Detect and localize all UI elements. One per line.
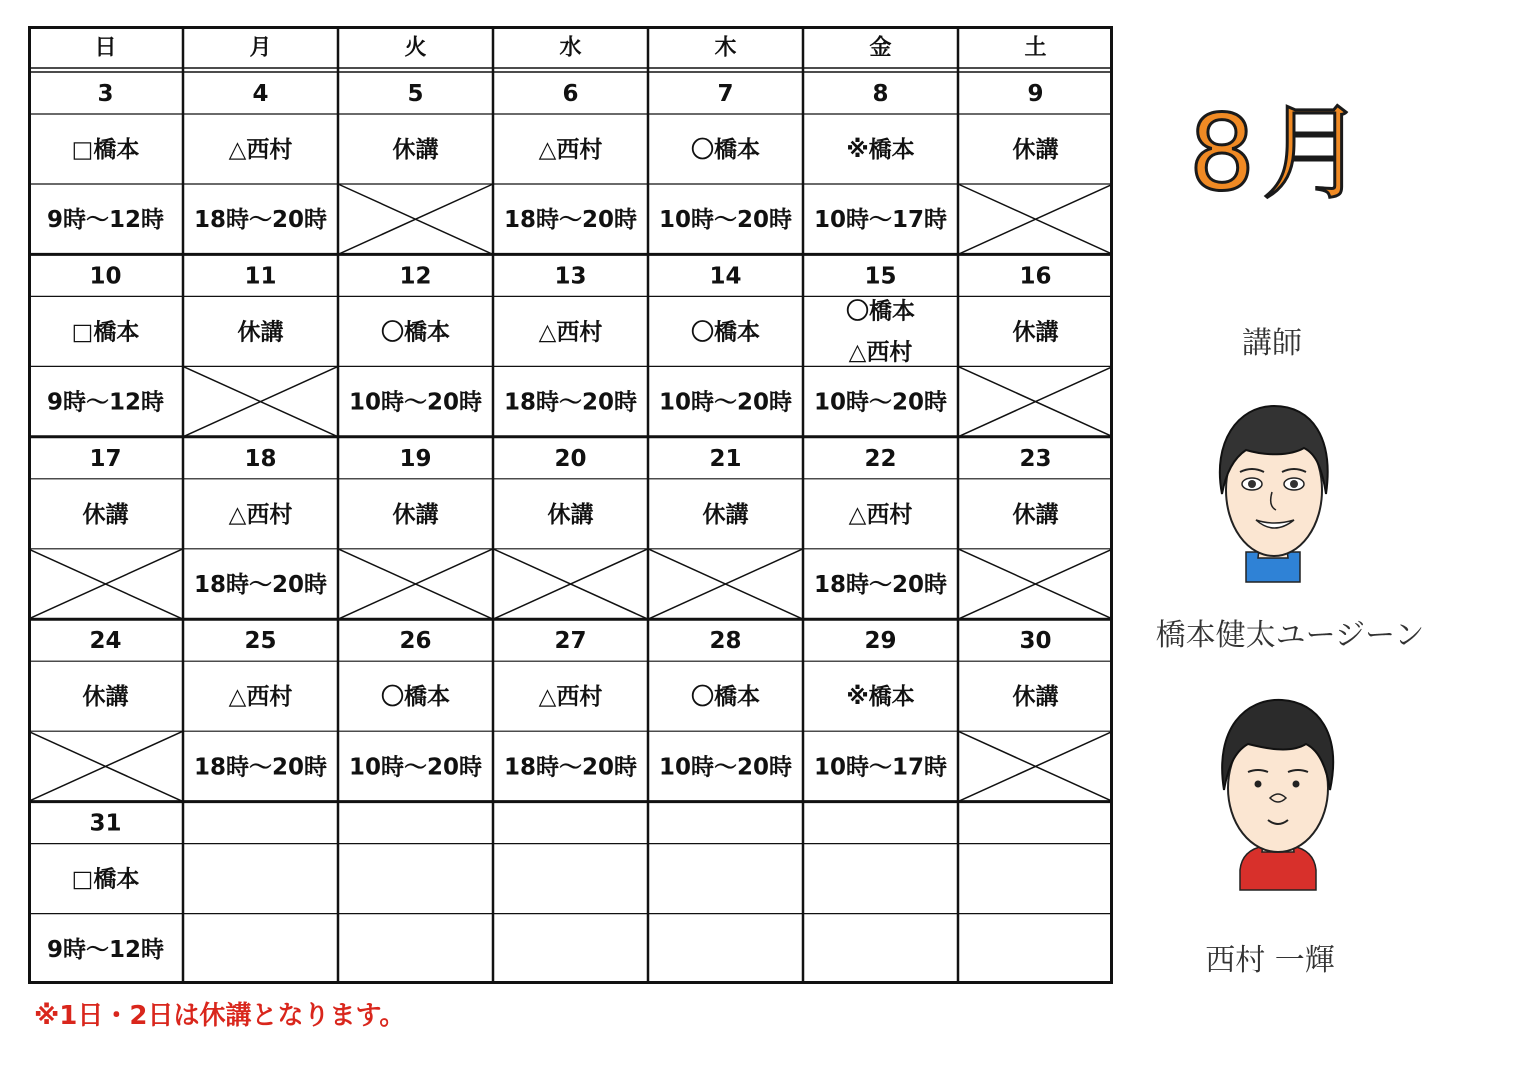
time-slot: 9時～12時 [46,389,165,416]
instructors-label: 講師 [1242,326,1302,361]
day-number: 28 [709,628,742,655]
instructor-name-nishimura: 西村 一輝 [1205,943,1335,978]
time-slot: 18時～20時 [813,572,948,598]
day-number: 17 [89,445,122,472]
calendar-day-cell [349,628,482,780]
instructor-avatar-nishimura [1212,694,1342,892]
time-slot: 18時～20時 [193,207,328,234]
time-slot: 10時～20時 [348,754,483,781]
day-number: 29 [864,628,897,655]
instructor-entry: □橋本 [71,319,140,346]
day-number: 15 [864,263,897,290]
calendar-day-cell [504,81,637,233]
closed-cross-mark [648,549,803,619]
instructor-entry: 休講 [1012,501,1059,528]
weekday-header: 火 [404,35,427,61]
calendar-day-cell [493,446,648,619]
instructor-entry: △西村 [848,339,913,366]
instructor-entry: 休講 [237,319,284,346]
instructor-entry: 休講 [1012,319,1059,346]
instructor-entry: 休講 [547,501,594,528]
day-number: 14 [709,263,742,290]
closed-cross-mark [958,549,1113,619]
time-slot: 10時～20時 [658,754,793,781]
calendar-day-cell [814,81,947,233]
calendar-day-cell [659,81,792,233]
weekday-header: 水 [559,35,582,61]
day-number: 24 [89,628,122,655]
day-number: 20 [554,445,587,472]
instructor-entry: △西村 [228,684,293,711]
weekday-header: 金 [869,35,892,61]
time-slot: 10時～17時 [813,207,948,234]
calendar-day-cell [958,263,1113,436]
day-number: 21 [709,445,742,472]
instructor-entry: △西村 [228,137,293,163]
closed-cross-mark [183,366,338,436]
calendar-day-cell [338,446,493,619]
instructor-entry: 〇橋本 [691,137,760,163]
closed-cross-mark [338,549,493,619]
instructor-avatar-hashimoto [1208,402,1338,584]
calendar-day-cell [47,263,164,415]
calendar-day-cell [47,811,164,963]
day-number: 22 [864,445,897,472]
instructor-entry: 休講 [392,501,439,528]
time-slot: 18時～20時 [193,754,328,781]
day-number: 23 [1019,445,1052,472]
calendar-day-cell [194,446,327,598]
month-title: 8月 [1188,92,1372,214]
calendar-day-cell [958,81,1113,254]
day-number: 9 [1027,81,1044,107]
day-number: 19 [399,445,432,472]
calendar-day-cell [958,446,1113,619]
calendar-day-cell [28,628,183,801]
instructor-entry: 〇橋本 [691,319,760,346]
instructor-entry: △西村 [538,319,603,346]
instructor-entry: △西村 [538,137,603,163]
closure-note: ※1日・2日は休講となります。 [34,1001,406,1031]
day-number: 4 [252,81,269,107]
instructor-entry: 休講 [392,137,439,163]
time-slot: 18時～20時 [503,754,638,781]
time-slot: 9時～12時 [46,936,165,963]
closed-cross-mark [958,184,1113,254]
time-slot: 10時～20時 [813,389,948,416]
time-slot: 18時～20時 [193,572,328,598]
calendar-day-cell [349,263,482,415]
time-slot: 9時～12時 [46,207,165,234]
time-slot: 18時～20時 [503,389,638,416]
calendar-day-cell [648,446,803,619]
day-number: 10 [89,263,122,290]
calendar-day-cell [194,628,327,780]
calendar-day-cell [659,628,792,780]
day-number: 18 [244,445,277,472]
calendar-day-cell [47,81,164,233]
calendar-day-cell [814,446,947,598]
instructor-entry: □橋本 [71,866,140,893]
time-slot: 10時～20時 [658,207,793,234]
time-slot: 10時～20時 [658,389,793,416]
time-slot: 10時～17時 [813,754,948,781]
calendar-day-cell [814,263,947,415]
instructor-entry: 〇橋本 [381,319,450,346]
instructor-entry: 休講 [1012,684,1059,711]
day-number: 13 [554,263,587,290]
weekday-header: 月 [249,35,272,61]
calendar-day-cell [814,628,947,780]
closed-cross-mark [338,184,493,254]
instructor-entry: 〇橋本 [381,684,450,711]
day-number: 5 [407,81,424,107]
instructor-entry: △西村 [848,501,913,528]
calendar-day-cell [338,81,493,254]
day-number: 7 [717,81,734,107]
day-number: 27 [554,628,587,655]
day-number: 3 [97,81,114,107]
weekday-header: 木 [714,35,737,61]
day-number: 31 [89,810,122,837]
calendar-day-cell [194,81,327,233]
instructor-entry: 休講 [702,501,749,528]
instructor-name-hashimoto: 橋本健太ユージーン [1155,618,1425,653]
day-number: 11 [244,263,277,290]
instructor-entry: □橋本 [71,137,140,163]
day-number: 12 [399,263,432,290]
closed-cross-mark [958,731,1113,801]
day-number: 16 [1019,263,1052,290]
closed-cross-mark [28,731,183,801]
calendar-day-cell [659,263,792,415]
day-number: 6 [562,81,579,107]
instructor-entry: 休講 [82,684,129,711]
weekday-header: 土 [1024,35,1047,61]
closed-cross-mark [958,366,1113,436]
instructor-entry: 休講 [1012,137,1059,163]
calendar-day-cell [504,263,637,415]
instructor-entry: 休講 [82,501,129,528]
instructor-entry: △西村 [228,501,293,528]
closed-cross-mark [493,549,648,619]
day-number: 30 [1019,628,1052,655]
day-number: 25 [244,628,277,655]
calendar-day-cell [958,628,1113,801]
calendar-grid [28,26,1113,984]
calendar-day-cell [504,628,637,780]
calendar-day-cell [183,263,338,436]
weekday-header: 日 [94,35,117,61]
instructor-entry: 〇橋本 [846,298,915,325]
instructor-entry: 〇橋本 [691,684,760,711]
instructor-entry: △西村 [538,684,603,711]
day-number: 8 [872,81,889,107]
calendar-day-cell [28,446,183,619]
closed-cross-mark [28,549,183,619]
instructor-entry: ※橋本 [846,137,915,163]
day-number: 26 [399,628,432,655]
time-slot: 10時～20時 [348,389,483,416]
time-slot: 18時～20時 [503,207,638,234]
instructor-entry: ※橋本 [846,684,915,711]
